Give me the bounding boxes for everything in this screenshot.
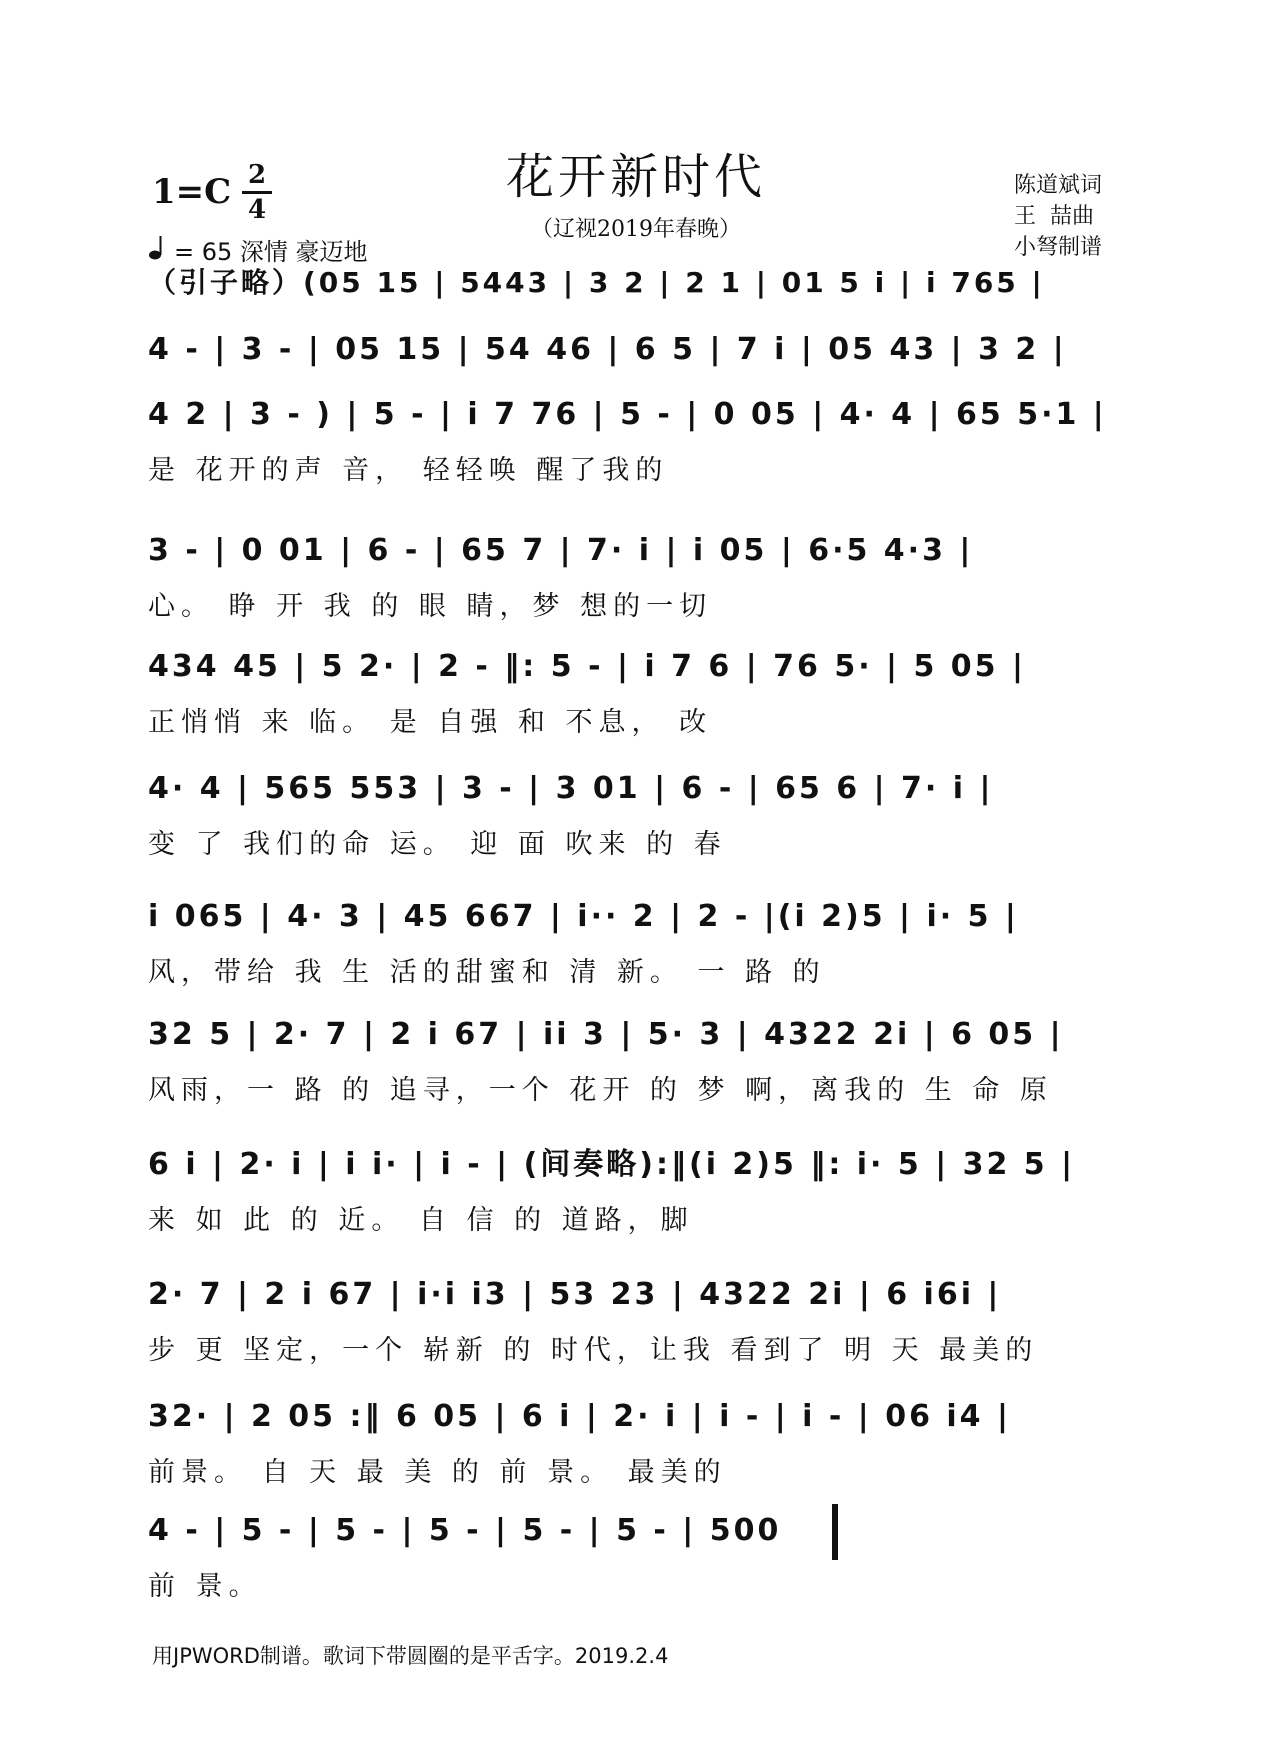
notes: 32 5 | 2· 7 | 2 i 67 | ii 3 | 5· 3 | 4322 2i | 6 05 | <box>148 1017 1064 1052</box>
transcriber: 小弩制谱 <box>1014 235 1103 260</box>
lyrics: 是 花开的声 音， 轻轻唤 醒了我的 <box>148 455 669 486</box>
time-signature <box>242 162 272 223</box>
lyrics: 风，带给 我 生 活的甜蜜和 清 新。 一 路 的 <box>148 957 826 988</box>
notes: 434 45 | 5 2· | 2 - ‖: 5 - | i 7 6 | 76 5· | 5 05 | <box>148 649 1026 684</box>
notes: 4 2 | 3 - ) | 5 - | i 7 76 | 5 - | 0 05 | 4· 4 | 65 5·1 | <box>148 397 1107 432</box>
time-signature-bottom: 4 <box>247 195 267 225</box>
lyrics: 心。 睁 开 我 的 眼 睛，梦 想的一切 <box>148 591 713 622</box>
notes: 4 - | 5 - | 5 - | 5 - | 5 - | 5 - | 500 <box>148 1513 782 1548</box>
key-signature: 1=C <box>152 172 232 212</box>
footer-note: 用JPWORD制谱。歌词下带圆圈的是平舌字。2019.2.4 <box>152 1644 669 1668</box>
notes: 4· 4 | 565 553 | 3 - | 3 01 | 6 - | 65 6 | 7· i | <box>148 771 994 806</box>
lyrics: 步 更 坚定，一个 崭新 的 时代，让我 看到了 明 天 最美的 <box>148 1335 1039 1366</box>
lyrics: 风雨，一 路 的 追寻，一个 花开 的 梦 啊，离我的 生 命 原 <box>148 1075 1053 1106</box>
notes: 2· 7 | 2 i 67 | i·i i3 | 53 23 | 4322 2i | 6 i6i | <box>148 1277 1002 1312</box>
notes: 3 - | 0 01 | 6 - | 65 7 | 7· i | i 05 | 6·5 4·3 | <box>148 533 974 568</box>
notes: 4 - | 3 - | 05 15 | 54 46 | 6 5 | 7 i | 05 43 | 3 2 | <box>148 332 1067 367</box>
notes: i 065 | 4· 3 | 45 667 | i·· 2 | 2 - |(i 2)5 | i· 5 | <box>148 899 1019 934</box>
notes: （引子略）(05 15 | 5443 | 3 2 | 2 1 | 01 5 i | i 765 | <box>148 266 1045 299</box>
time-signature-top: 2 <box>247 160 267 190</box>
final-barline <box>832 1504 838 1560</box>
time-signature-line <box>242 191 272 194</box>
song-title: 花开新时代 <box>505 149 766 205</box>
composer: 王 喆曲 <box>1014 204 1094 229</box>
lyrics: 来 如 此 的 近。 自 信 的 道路，脚 <box>148 1205 694 1236</box>
lyrics: 前 景。 <box>148 1571 262 1602</box>
credits <box>1014 170 1102 263</box>
lyricist: 陈道斌词 <box>1014 173 1103 198</box>
notes: 32· | 2 05 :‖ 6 05 | 6 i | 2· i | i - | i - | 06 i4 | <box>148 1399 1011 1434</box>
lyrics: 前景。 自 天 最 美 的 前 景。 最美的 <box>148 1457 727 1488</box>
lyrics: 变 了 我们的命 运。 迎 面 吹来 的 春 <box>148 829 727 860</box>
lyrics: 正悄悄 来 临。 是 自强 和 不息， 改 <box>148 707 713 738</box>
tempo-text: = 65 深情 豪迈地 <box>174 238 368 266</box>
song-subtitle: （辽视2019年春晚） <box>531 217 741 242</box>
notes: 6 i | 2· i | i i· | i - | (间奏略):‖(i 2)5 ‖: i· 5 | 32 5 | <box>148 1147 1076 1182</box>
